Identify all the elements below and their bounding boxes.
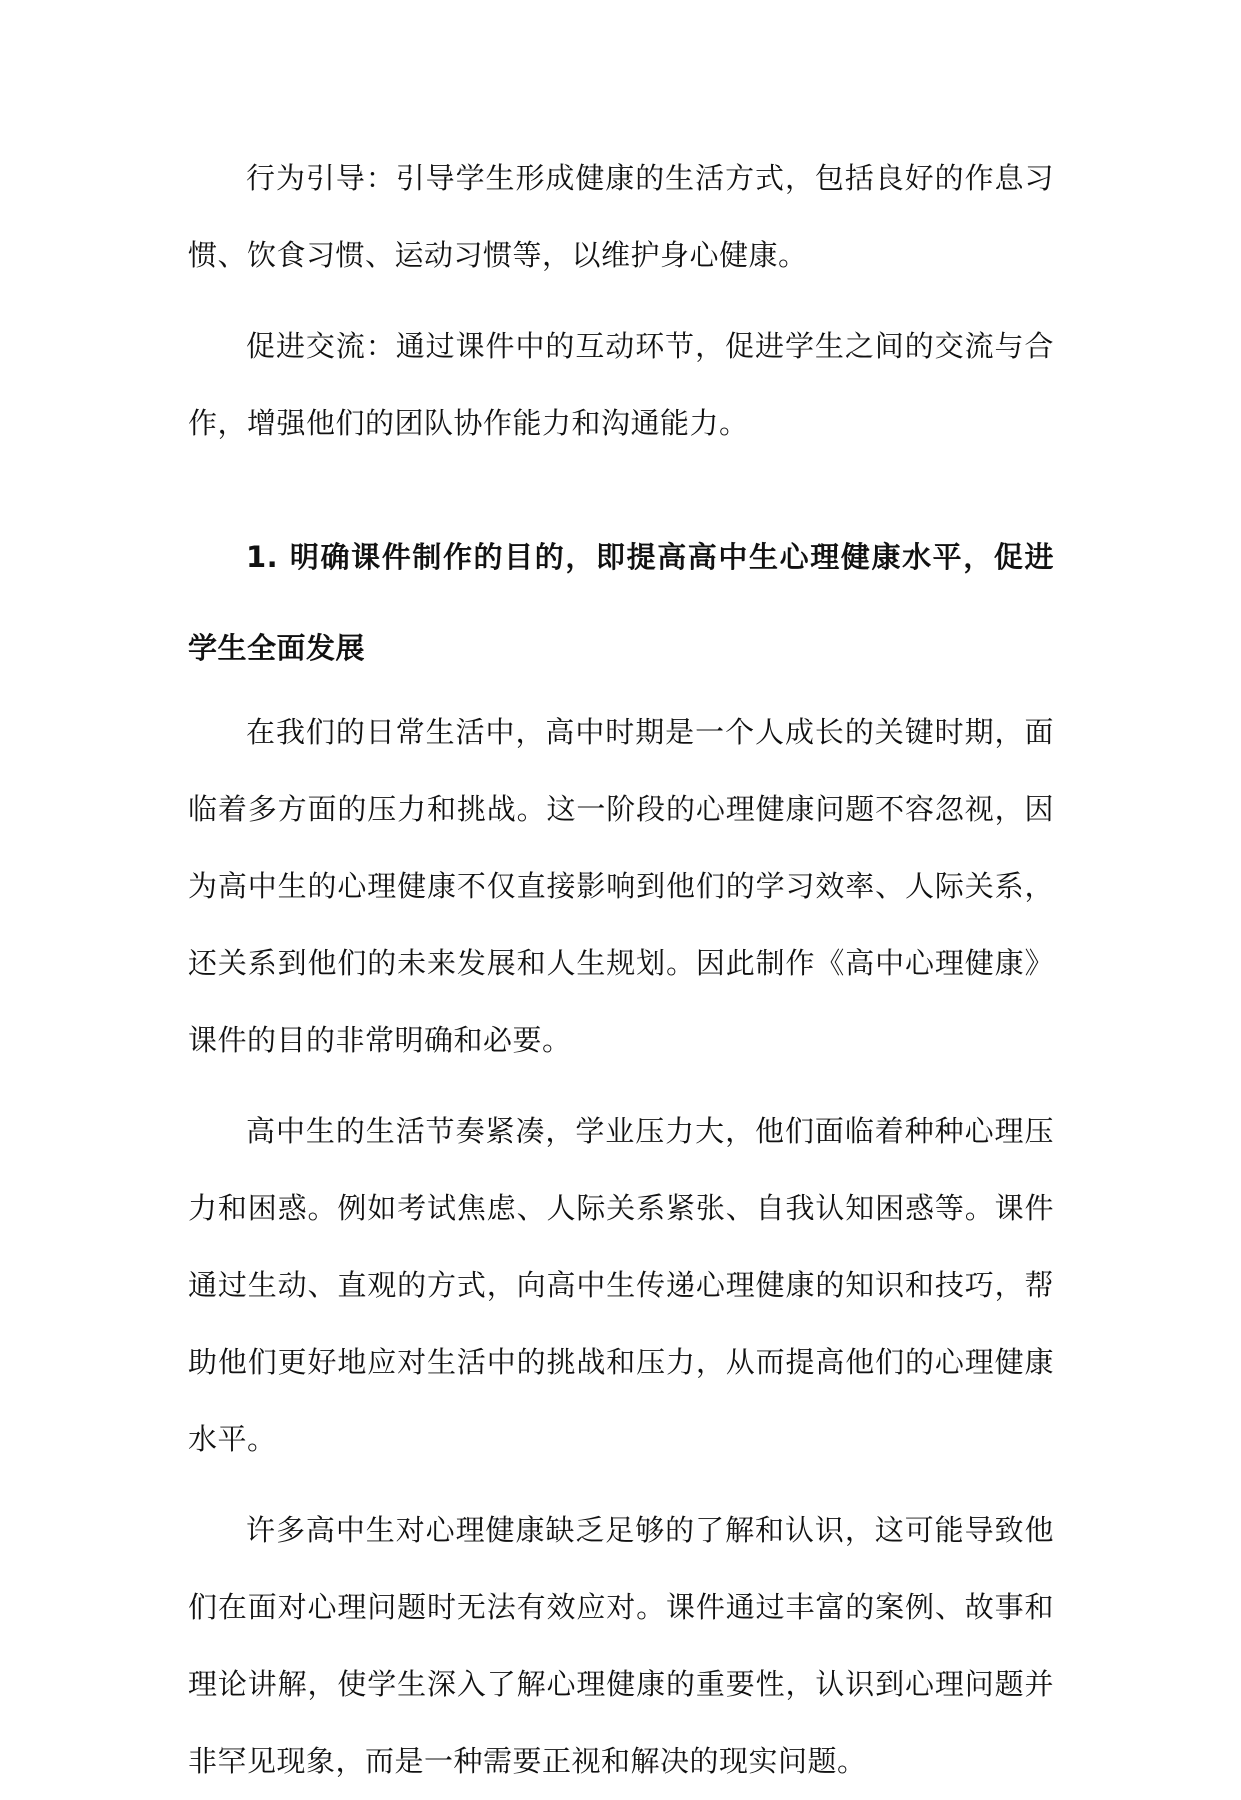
paragraph-purpose: 在我们的日常生活中，高中时期是一个人成长的关键时期，面临着多方面的压力和挑战。这一阶段的心理健康问题不容忽视，因为高中生的心理健康不仅直接影响到他们的学习效率、人际关系，还关系到他们的未来发展和人生规划。因此制作《高中心理健康》课件的目的非常明确和必要。 xyxy=(188,715,1054,1057)
paragraph-pressure: 高中生的生活节奏紧凑，学业压力大，他们面临着种种心理压力和困惑。例如考试焦虑、人际关系紧张、自我认知困惑等。课件通过生动、直观的方式，向高中生传递心理健康的知识和技巧，帮助他们更好地应对生活中的挑战和压力，从而提高他们的心理健康水平。 xyxy=(188,1114,1054,1456)
paragraph-promote-communication: 促进交流：通过课件中的互动环节，促进学生之间的交流与合作，增强他们的团队协作能力和沟通能力。 xyxy=(188,329,1054,440)
paragraph-awareness: 许多高中生对心理健康缺乏足够的了解和认识，这可能导致他们在面对心理问题时无法有效应对。课件通过丰富的案例、故事和理论讲解，使学生深入了解心理健康的重要性，认识到心理问题并非罕见现象，而是一种需要正视和解决的现实问题。 xyxy=(188,1513,1054,1778)
section-heading: 1. 明确课件制作的目的，即提高高中生心理健康水平，促进学生全面发展 xyxy=(188,540,1054,665)
document-page xyxy=(188,140,1054,1800)
paragraph-behavior-guidance: 行为引导：引导学生形成健康的生活方式，包括良好的作息习惯、饮食习惯、运动习惯等，以维护身心健康。 xyxy=(188,161,1054,272)
